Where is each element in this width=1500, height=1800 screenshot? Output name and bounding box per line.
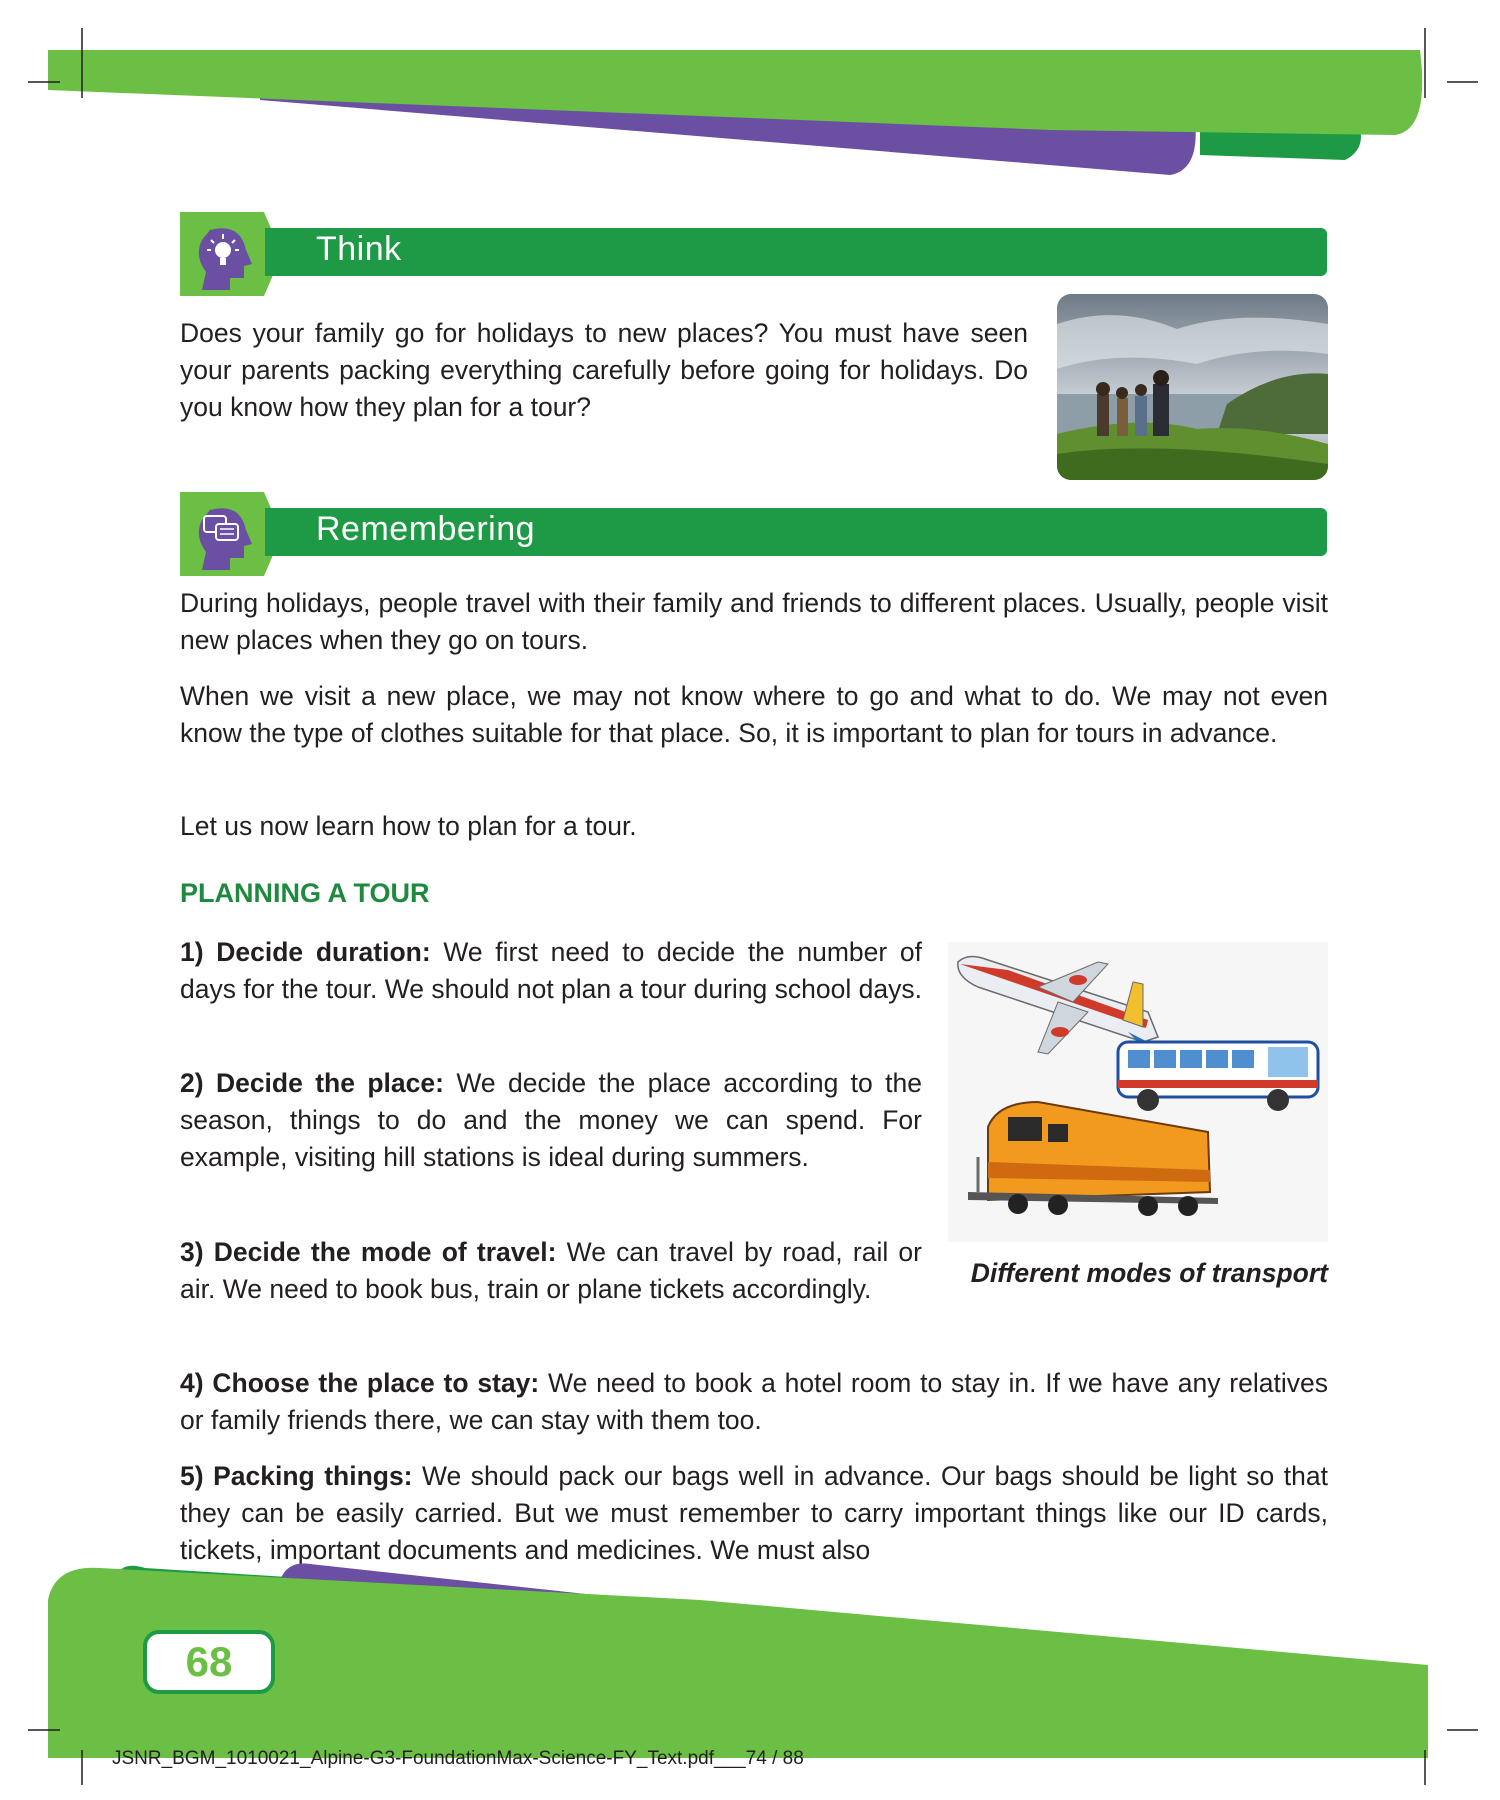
remembering-paragraph-3: Let us now learn how to plan for a tour. [180, 811, 637, 841]
speech-head-icon [180, 492, 264, 576]
planning-step-5 [180, 1458, 1328, 1569]
top-decorative-band [0, 0, 1500, 200]
step-4-label: 4) Choose the place to stay: [180, 1368, 540, 1398]
idea-head-icon [180, 212, 264, 296]
footer-filename: JSNR_BGM_1010021_Alpine-G3-FoundationMax-Science-FY_Text.pdf___74 / 88 [112, 1748, 804, 1769]
remembering-paragraph-2: When we visit a new place, we may not know where to go and what to do. We may not even know the type of clothes suitable for that place. So, it is important to plan for tours in advance. [180, 681, 1328, 748]
think-title: Think [316, 230, 402, 268]
step-1-text: We first need to decide the number of days for the tour. We should not plan a tour during school days. [180, 937, 922, 1004]
remembering-paragraph-1: During holidays, people travel with their family and friends to different places. Usually, people visit new places when they go on tours. [180, 588, 1328, 655]
think-text: Does your family go for holidays to new places? You must have seen your parents packing everything carefully before going for holidays. Do you know how they plan for a tour? [180, 318, 1028, 422]
planning-step-1 [180, 934, 922, 1008]
remembering-icon-box [180, 492, 264, 576]
think-icon-box [180, 212, 264, 296]
step-3-text: We can travel by road, rail or air. We need to book bus, train or plane tickets accordingly. [180, 1237, 922, 1304]
transport-caption: Different modes of transport [970, 1258, 1328, 1288]
step-5-label: 5) Packing things: [180, 1461, 413, 1491]
family-cliff-photo [1057, 294, 1328, 480]
remembering-title: Remembering [316, 510, 536, 548]
step-1-label: 1) Decide duration: [180, 937, 431, 967]
planning-heading: PLANNING A TOUR [180, 878, 430, 908]
planning-step-2 [180, 1065, 922, 1176]
planning-step-3 [180, 1234, 922, 1308]
page-number: 68 [143, 1630, 275, 1694]
step-2-text: We decide the place according to the season, things to do and the money we can spend. For example, visiting hill stations is ideal during summers. [180, 1068, 923, 1172]
planning-step-4 [180, 1365, 1328, 1439]
step-5-text: We should pack our bags well in advance. Our bags should be light so that they can be easily carried. But we must remember to carry important things like our ID cards, tickets, important documents and medicines. We must also [180, 1461, 1328, 1565]
transport-illustration [948, 942, 1328, 1242]
step-4-text: We need to book a hotel room to stay in. If we have any relatives or family friends there, we can stay with them too. [180, 1368, 1328, 1435]
think-header-bar [265, 228, 1327, 276]
step-2-label: 2) Decide the place: [180, 1068, 444, 1098]
step-3-label: 3) Decide the mode of travel: [180, 1237, 557, 1267]
